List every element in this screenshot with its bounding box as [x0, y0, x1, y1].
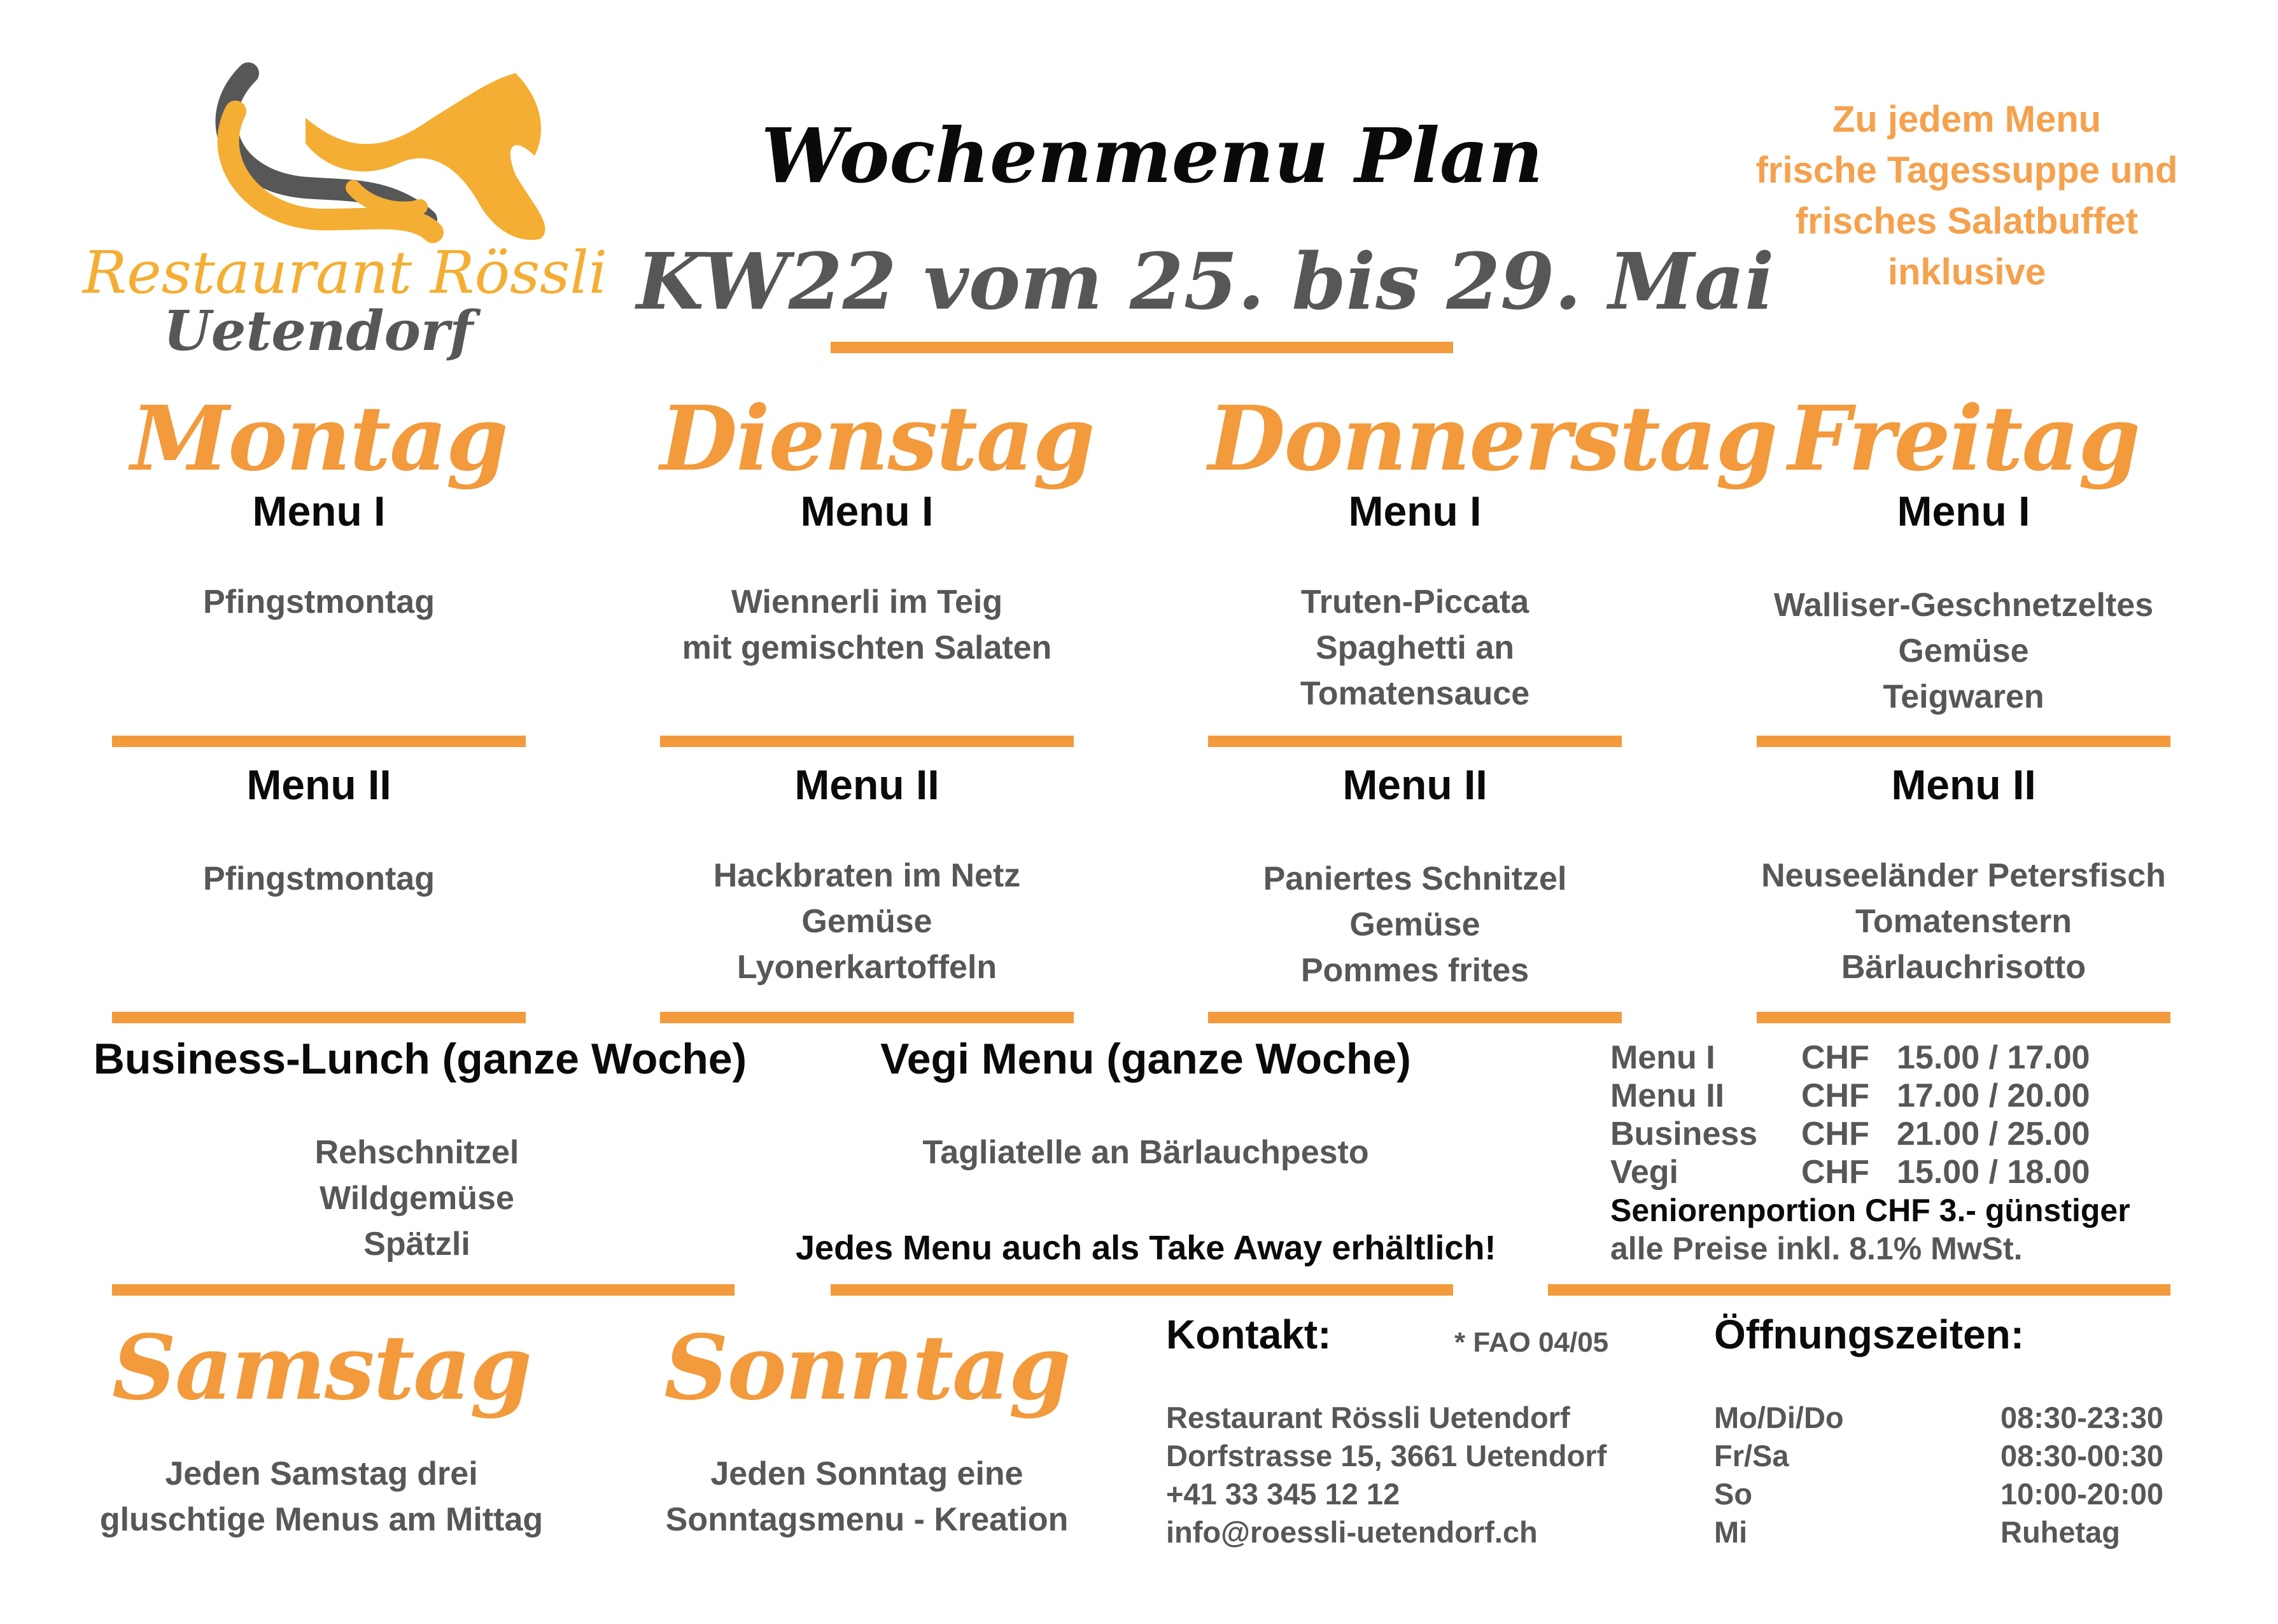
notice-line: inklusive [1887, 251, 2046, 293]
price-row [1610, 1077, 2090, 1115]
price-table [1610, 1039, 2090, 1191]
day-name: Samstag [111, 1316, 531, 1420]
weekend-samstag [38, 1316, 605, 1538]
menu-divider [112, 736, 526, 747]
price-label: Business [1610, 1116, 1758, 1152]
menu-divider [660, 736, 1074, 747]
dish-line: Gemüse [1898, 633, 2029, 669]
menu1-heading: Menu I [252, 487, 386, 535]
fao-note: * FAO 04/05 [1454, 1327, 1609, 1358]
dish-line: Tomatenstern [1855, 903, 2072, 940]
hours-time: 08:30-00:30 [2000, 1439, 2164, 1473]
vegi-section [796, 1035, 1496, 1267]
weekend-text [584, 1451, 1150, 1543]
business-divider [112, 1284, 735, 1296]
price-currency: CHF [1801, 1039, 1869, 1076]
horse-head-icon [159, 60, 566, 245]
menu2-heading: Menu II [1342, 761, 1487, 808]
menu1-heading: Menu I [1897, 487, 2030, 535]
hours-day: So [1714, 1477, 1753, 1511]
text-line: gluschtige Menus am Mittag [99, 1501, 544, 1538]
business-dishes [89, 1130, 745, 1267]
takeaway-note: Jedes Menu auch als Take Away erhältlich! [796, 1229, 1496, 1267]
vegi-title: Vegi Menu (ganze Woche) [880, 1035, 1411, 1083]
dish-line: Pommes frites [1300, 952, 1529, 989]
business-title: Business-Lunch (ganze Woche) [93, 1035, 747, 1083]
menu-divider [112, 1012, 526, 1023]
dish-line: mit gemischten Salaten [682, 629, 1052, 666]
dish-line: Gemüse [801, 903, 932, 940]
day-name: Donnerstag [1208, 387, 1777, 491]
dish-line: Teigwaren [1883, 678, 2044, 715]
menu-divider [1757, 1012, 2170, 1023]
dish-line: Hackbraten im Netz [713, 857, 1021, 894]
dish-line: Pfingstmontag [203, 860, 435, 897]
logo-name: Restaurant Rössli [83, 239, 608, 307]
menu2-heading: Menu II [794, 761, 939, 808]
dish-line: Lyonerkartoffeln [736, 949, 997, 986]
contact-details [1166, 1399, 1607, 1551]
notice-line: Zu jedem Menu [1832, 99, 2102, 140]
menu2-dish [112, 856, 526, 902]
text-line: Sonntagsmenu - Kreation [665, 1501, 1069, 1538]
business-lunch-section [89, 1035, 751, 1263]
page-title: Wochenmenu Plan [761, 111, 1543, 200]
hours-time: 08:30-23:30 [2000, 1401, 2164, 1434]
price-value: 17.00 / 20.00 [1897, 1077, 2090, 1114]
notice-line: frische Tagessuppe und [1755, 150, 2178, 191]
menu1-dish [1757, 582, 2170, 720]
logo-place: Uetendorf [163, 299, 474, 363]
price-row [1610, 1039, 2090, 1077]
menu1-dish [1208, 579, 1622, 717]
menu-divider [1757, 736, 2170, 747]
dish-line: Spätzli [363, 1226, 470, 1263]
dish-line: Wiennerli im Teig [731, 584, 1003, 620]
contact-name: Restaurant Rössli Uetendorf [1166, 1401, 1570, 1434]
menu-divider [660, 1012, 1074, 1023]
menu-divider [1208, 1012, 1622, 1023]
price-label: Vegi [1610, 1154, 1678, 1191]
dish-line: Pfingstmontag [203, 584, 435, 620]
menu-divider [1208, 736, 1622, 747]
weekend-text [38, 1451, 605, 1543]
price-currency: CHF [1801, 1154, 1869, 1191]
price-value: 21.00 / 25.00 [1897, 1116, 2090, 1152]
vegi-dish: Tagliatelle an Bärlauchpesto [922, 1134, 1369, 1171]
price-divider [1548, 1284, 2170, 1296]
hours-day: Fr/Sa [1714, 1439, 1789, 1473]
hours-times [2000, 1399, 2163, 1551]
dish-line: Gemüse [1349, 906, 1480, 943]
dish-line: Paniertes Schnitzel [1263, 860, 1567, 897]
dish-line: Neuseeländer Petersfisch [1761, 857, 2166, 894]
menu2-heading: Menu II [246, 761, 391, 808]
vat-note: alle Preise inkl. 8.1% MwSt. [1610, 1231, 2023, 1266]
day-name: Freitag [1787, 387, 2140, 491]
header-divider [831, 342, 1453, 353]
notice-line: frisches Salatbuffet [1795, 200, 2139, 242]
price-row [1610, 1153, 2090, 1191]
dish-line: Walliser-Geschnetzeltes [1773, 587, 2154, 624]
price-list [1610, 1039, 2221, 1268]
dish-line: Rehschnitzel [314, 1134, 519, 1171]
contact-phone[interactable]: +41 33 345 12 12 [1166, 1477, 1400, 1511]
hours-day: Mo/Di/Do [1714, 1401, 1844, 1434]
price-currency: CHF [1801, 1077, 1869, 1114]
dish-line: Truten-Piccata [1300, 584, 1529, 620]
text-line: Jeden Samstag drei [165, 1455, 478, 1492]
price-currency: CHF [1801, 1116, 1869, 1152]
menu2-dish [1757, 853, 2170, 990]
notice-box [1706, 94, 2228, 298]
hours-day: Mi [1714, 1515, 1748, 1549]
menu1-dish [112, 579, 526, 625]
day-name: Montag [130, 387, 507, 491]
text-line: Jeden Sonntag eine [710, 1455, 1023, 1492]
hours-title: Öffnungszeiten: [1714, 1312, 2025, 1357]
menu1-heading: Menu I [800, 487, 934, 535]
vegi-divider [831, 1284, 1453, 1296]
senior-note: Seniorenportion CHF 3.- günstiger [1610, 1193, 2130, 1228]
hours-days [1714, 1399, 1844, 1551]
logo [83, 60, 608, 363]
dish-line: Bärlauchrisotto [1841, 949, 2086, 986]
hours-time: 10:00-20:00 [2000, 1477, 2164, 1511]
dish-line: Spaghetti an [1315, 629, 1515, 666]
page-subtitle: KW22 vom 25. bis 29. Mai [636, 235, 1775, 327]
menu1-heading: Menu I [1348, 487, 1482, 535]
weekend-sonntag [584, 1316, 1150, 1538]
menu1-dish [660, 579, 1074, 671]
dish-line: Wildgemüse [320, 1180, 514, 1217]
contact-address: Dorfstrasse 15, 3661 Uetendorf [1166, 1439, 1607, 1473]
price-label: Menu I [1610, 1039, 1715, 1076]
price-value: 15.00 / 18.00 [1897, 1154, 2090, 1191]
day-name: Sonntag [664, 1316, 1070, 1420]
contact-email[interactable]: info@roessli-uetendorf.ch [1166, 1515, 1538, 1549]
contact-title: Kontakt: [1166, 1312, 1332, 1357]
menu2-dish [660, 853, 1074, 990]
menu2-heading: Menu II [1891, 761, 2036, 808]
day-name: Dienstag [660, 387, 1094, 491]
price-value: 15.00 / 17.00 [1897, 1039, 2090, 1076]
dish-line: Tomatensauce [1300, 675, 1530, 712]
price-row [1610, 1115, 2090, 1153]
menu2-dish [1208, 856, 1622, 993]
price-label: Menu II [1610, 1077, 1725, 1114]
hours-time: Ruhetag [2000, 1515, 2120, 1549]
